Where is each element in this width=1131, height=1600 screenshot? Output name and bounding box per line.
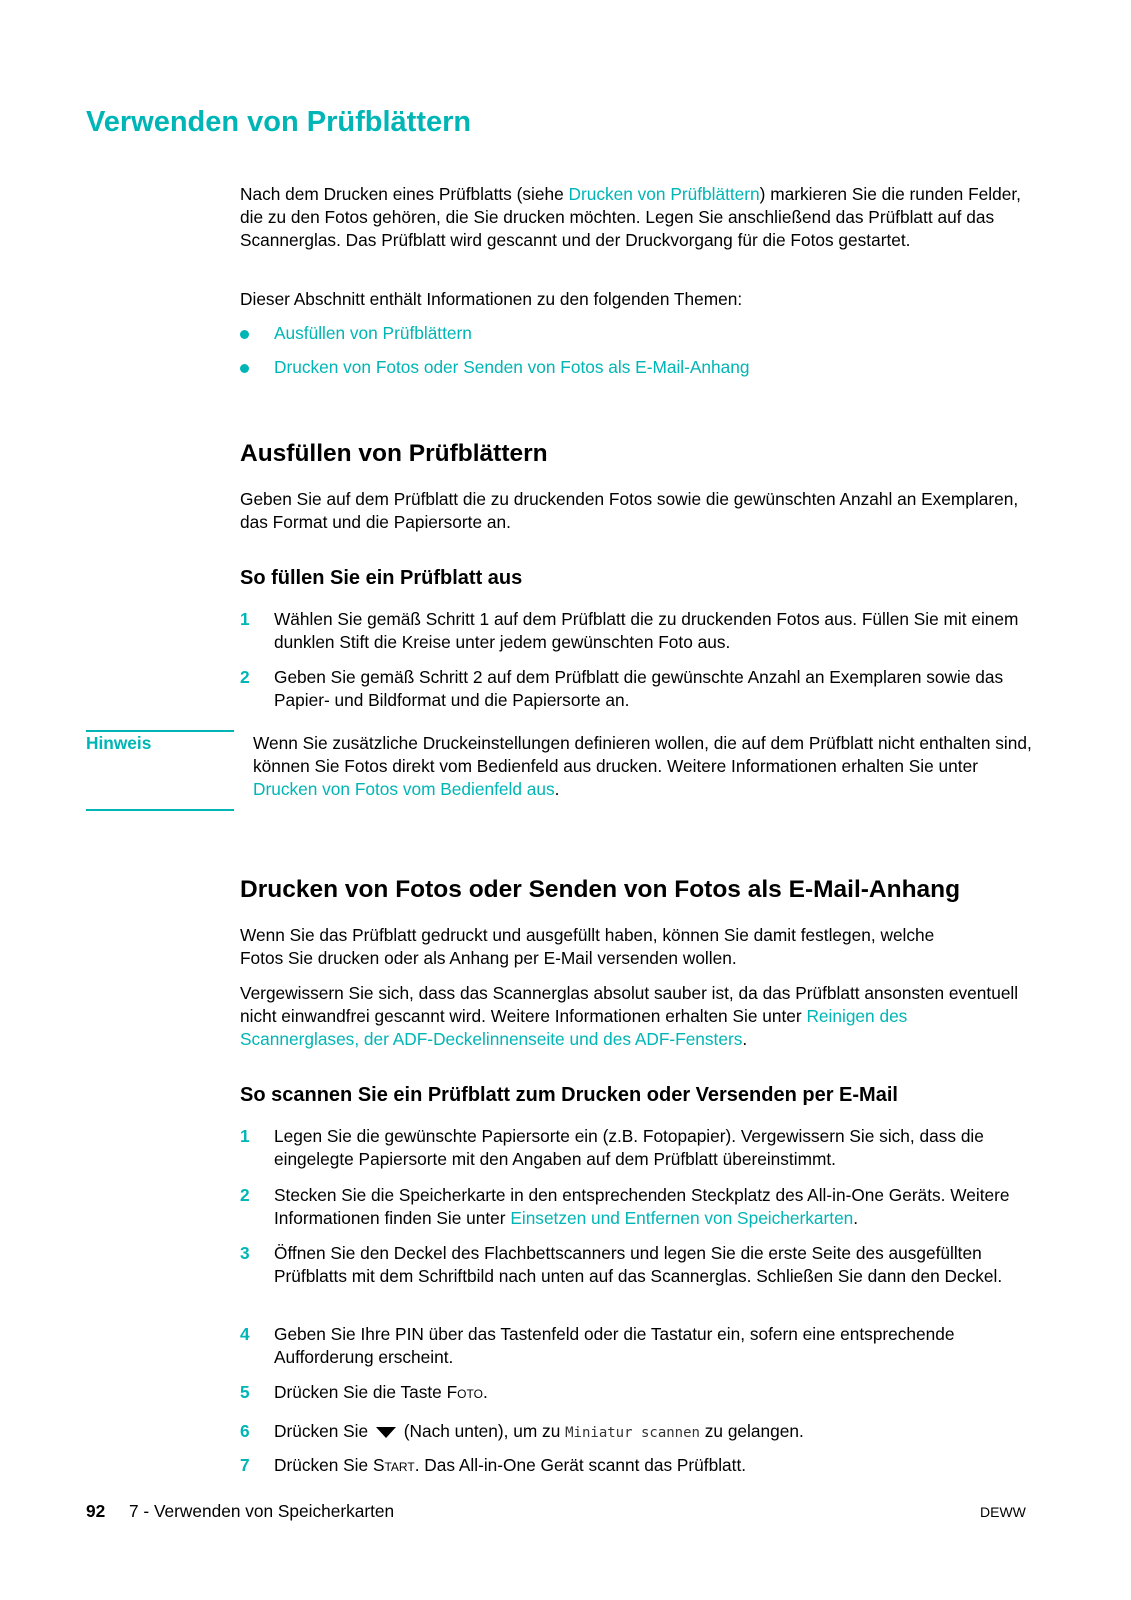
step-item xyxy=(240,1242,1026,1288)
step-number: 3 xyxy=(240,1243,250,1263)
step-text: Drücken Sie Start. Das All-in-One Gerät scannt das Prüfblatt. xyxy=(274,1455,747,1475)
step-item xyxy=(240,1125,1026,1171)
step-number: 6 xyxy=(240,1421,250,1441)
step-text: Wählen Sie gemäß Schritt 1 auf dem Prüfblatt die zu druckenden Fotos aus. Füllen Sie mit einem dunklen Stift die Kreise unter jedem gewünschten Foto aus. xyxy=(274,609,1019,652)
note-text: Wenn Sie zusätzliche Druckeinstellungen definieren wollen, die auf dem Prüfblatt nicht enthalten sind, können Sie Fotos direkt vom Bedienfeld aus drucken. Weitere Informationen erhalten Sie unter Drucken von Fotos vom Bedienfeld aus. xyxy=(253,733,1032,799)
down-arrow-icon xyxy=(376,1427,396,1438)
step-text: Öffnen Sie den Deckel des Flachbettscanners und legen Sie die erste Seite des ausgefüllten Prüfblatts mit dem Schriftbild nach unten auf das Scannerglas. Schließen Sie dann den Deckel. xyxy=(274,1243,1003,1286)
step-text: Geben Sie gemäß Schritt 2 auf dem Prüfblatt die gewünschte Anzahl an Exemplaren sowie das Papier- und Bildformat und die Papiersorte an. xyxy=(274,667,1004,710)
step-item xyxy=(240,1420,1026,1445)
step-item xyxy=(240,1184,1026,1230)
key-foto: Foto xyxy=(446,1382,483,1402)
topics-intro: Dieser Abschnitt enthält Informationen zu den folgenden Themen: xyxy=(240,289,743,309)
step-text: Geben Sie Ihre PIN über das Tastenfeld oder die Tastatur ein, sofern eine entsprechende Aufforderung erscheint. xyxy=(274,1324,955,1367)
footer-page-number: 92 xyxy=(86,1501,106,1521)
section2-paragraph-1: Wenn Sie das Prüfblatt gedruckt und ausgefüllt haben, können Sie damit festlegen, welche Fotos Sie drucken oder als Anhang per E-Mail versenden wollen. xyxy=(240,925,935,968)
step-text: Drücken Sie die Taste Foto. xyxy=(274,1382,488,1402)
step-number: 7 xyxy=(240,1455,250,1475)
section2-heading: Drucken von Fotos oder Senden von Fotos als E-Mail-Anhang xyxy=(240,876,961,903)
bullet-icon xyxy=(240,364,249,373)
section1-heading: Ausfüllen von Prüfblättern xyxy=(240,440,548,467)
bullet-icon xyxy=(240,330,249,339)
step-number: 2 xyxy=(240,667,250,687)
link-bedienfeld[interactable]: Drucken von Fotos vom Bedienfeld aus xyxy=(253,779,555,799)
step-item xyxy=(240,1323,1026,1369)
note-label: Hinweis xyxy=(86,733,152,753)
page-title: Verwenden von Prüfblättern xyxy=(86,106,472,138)
step-item xyxy=(240,608,1026,654)
step-text: Stecken Sie die Speicherkarte in den entsprechenden Steckplatz des All-in-One Geräts. Weitere Informationen finden Sie unter Einsetzen und Entfernen von Speicherkarten. xyxy=(274,1185,1010,1228)
section2-paragraph-2: Vergewissern Sie sich, dass das Scannerglas absolut sauber ist, da das Prüfblatt ansonsten eventuell nicht einwandfrei gescannt wird. Weitere Informationen erhalten Sie unter Reinigen des Scannerglases, der ADF-Deckelinnenseite und des ADF-Fensters. xyxy=(240,983,1019,1049)
step-number: 1 xyxy=(240,1126,250,1146)
step-text: Drücken Sie (Nach unten), um zu Miniatur scannen zu gelangen. xyxy=(274,1421,804,1441)
step-number: 1 xyxy=(240,609,250,629)
step-item xyxy=(240,1454,1026,1477)
step-text: Legen Sie die gewünschte Papiersorte ein (z.B. Fotopapier). Vergewissern Sie sich, dass die eingelegte Papiersorte mit den Angaben auf dem Prüfblatt übereinstimmt. xyxy=(274,1126,984,1169)
step-number: 4 xyxy=(240,1324,250,1344)
footer-code: DEWW xyxy=(980,1504,1026,1520)
display-text: Miniatur scannen xyxy=(565,1425,700,1441)
section1-subheading: So füllen Sie ein Prüfblatt aus xyxy=(240,567,523,589)
step-item xyxy=(240,1381,1026,1404)
key-start: Start xyxy=(372,1455,415,1475)
link-drucken-von-pruefblaettern[interactable]: Drucken von Prüfblättern xyxy=(568,184,760,204)
link-speicherkarten[interactable]: Einsetzen und Entfernen von Speicherkarten xyxy=(510,1208,854,1228)
step-number: 2 xyxy=(240,1185,250,1205)
note-top-rule xyxy=(86,730,234,732)
step-item xyxy=(240,666,1026,712)
section2-subheading: So scannen Sie ein Prüfblatt zum Drucken oder Versenden per E-Mail xyxy=(240,1084,898,1106)
footer-chapter: 7 - Verwenden von Speicherkarten xyxy=(129,1501,395,1521)
note-bottom-rule xyxy=(86,809,234,811)
topic-link-drucken-senden[interactable]: Drucken von Fotos oder Senden von Fotos als E-Mail-Anhang xyxy=(274,357,750,377)
step-number: 5 xyxy=(240,1382,250,1402)
topic-link-ausfuellen[interactable]: Ausfüllen von Prüfblättern xyxy=(274,323,472,343)
intro-paragraph: Nach dem Drucken eines Prüfblatts (siehe Drucken von Prüfblättern) markieren Sie die runden Felder, die zu den Fotos gehören, die Sie drucken möchten. Legen Sie anschließend das Prüfblatt auf das Scannerglas. Das Prüfblatt wird gescannt und der Druckvorgang für die Fotos gestartet. xyxy=(240,184,1021,250)
section1-paragraph: Geben Sie auf dem Prüfblatt die zu druckenden Fotos sowie die gewünschten Anzahl an Exemplaren, das Format und die Papiersorte an. xyxy=(240,489,1019,532)
link-reinigen-scannerglas[interactable]: Reinigen des Scannerglases, der ADF-Deckelinnenseite und des ADF-Fensters xyxy=(240,1006,908,1049)
